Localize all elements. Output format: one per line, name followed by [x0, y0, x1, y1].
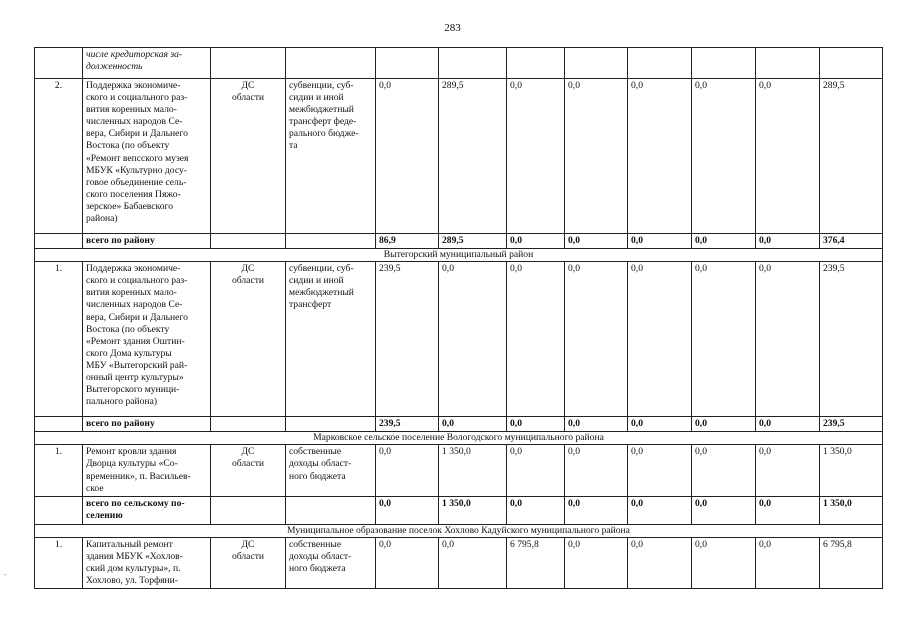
total-value: 0,0 — [376, 497, 439, 524]
row-admin: ДС области — [211, 537, 286, 588]
value-cell: 0,0 — [565, 262, 628, 417]
total-value: 0,0 — [565, 234, 628, 249]
total-row — [35, 417, 883, 432]
page-number: 283 — [444, 22, 461, 34]
value-cell: 0,0 — [565, 537, 628, 588]
value-cell: 0,0 — [439, 537, 507, 588]
value-cell: 0,0 — [376, 79, 439, 234]
section-header — [35, 249, 883, 262]
total-value: 0,0 — [756, 234, 820, 249]
total-value: 0,0 — [565, 417, 628, 432]
value-cell: 239,5 — [376, 262, 439, 417]
table-row — [35, 445, 883, 497]
total-value: 0,0 — [628, 234, 692, 249]
table-row — [35, 48, 883, 79]
total-value: 376,4 — [820, 234, 883, 249]
value-cell: 0,0 — [507, 262, 565, 417]
row-name: Капитальный ремонт здания МБУК «Хохлов- ский дом культуры», п. Хохлово, ул. Торфяни- — [83, 537, 211, 588]
row-admin: ДС области — [211, 262, 286, 417]
total-value: 239,5 — [376, 417, 439, 432]
total-value: 0,0 — [692, 234, 756, 249]
row-index: 2. — [35, 79, 83, 234]
section-title: Вытегорский муниципальный район — [35, 249, 883, 262]
total-value: 239,5 — [820, 417, 883, 432]
total-value: 86,9 — [376, 234, 439, 249]
value-cell: 0,0 — [628, 262, 692, 417]
row-source: субвенции, суб- сидии и иной межбюджетный трансферт — [286, 262, 376, 417]
value-cell: 0,0 — [507, 445, 565, 497]
value-cell: 0,0 — [376, 537, 439, 588]
section-title: Марковское сельское поселение Вологодского муниципального района — [35, 432, 883, 445]
total-value: 0,0 — [439, 417, 507, 432]
total-value: 0,0 — [507, 497, 565, 524]
value-cell: 0,0 — [628, 445, 692, 497]
value-cell: 0,0 — [756, 79, 820, 234]
row-name: Ремонт кровли здания Дворца культуры «Со- временник», п. Васильев- ское — [83, 445, 211, 497]
total-label: всего по району — [83, 417, 211, 432]
value-cell: 0,0 — [692, 445, 756, 497]
total-value: 0,0 — [756, 417, 820, 432]
value-cell: 0,0 — [756, 262, 820, 417]
row-source: собственные доходы област- ного бюджета — [286, 445, 376, 497]
value-cell: 1 350,0 — [820, 445, 883, 497]
row-index: 1. — [35, 445, 83, 497]
total-value: 0,0 — [628, 497, 692, 524]
row-source: собственные доходы област- ного бюджета — [286, 537, 376, 588]
section-header — [35, 524, 883, 537]
row-admin: ДС области — [211, 445, 286, 497]
total-value: 1 350,0 — [820, 497, 883, 524]
value-cell: 0,0 — [692, 79, 756, 234]
row-name: Поддержка экономиче- ского и социального раз- вития коренных мало- численных народов Се- вера, Сибири и Дальнего Востока (по объекту «Ремонт здания Оштин- ского Дома культуры МБУ «Вытегорский рай- онный центр культуры» Вытегорского муници- пального района) — [83, 262, 211, 417]
value-cell: 0,0 — [756, 537, 820, 588]
total-label: всего по району — [83, 234, 211, 249]
value-cell: 6 795,8 — [507, 537, 565, 588]
row-index: 1. — [35, 262, 83, 417]
value-cell: 0,0 — [376, 445, 439, 497]
total-row — [35, 497, 883, 524]
total-value: 0,0 — [692, 417, 756, 432]
row-name: числе кредиторская за- долженность — [83, 48, 211, 79]
value-cell: 0,0 — [507, 79, 565, 234]
total-row — [35, 234, 883, 249]
value-cell: 0,0 — [628, 537, 692, 588]
value-cell: 289,5 — [439, 79, 507, 234]
total-value: 0,0 — [692, 497, 756, 524]
row-source: субвенции, суб- сидии и иной межбюджетный трансферт феде- рального бюдже- та — [286, 79, 376, 234]
value-cell: 0,0 — [565, 445, 628, 497]
total-label: всего по сельскому по- селению — [83, 497, 211, 524]
table-row — [35, 79, 883, 234]
budget-table — [34, 47, 883, 589]
row-admin: ДС области — [211, 79, 286, 234]
value-cell: 289,5 — [820, 79, 883, 234]
value-cell: 0,0 — [439, 262, 507, 417]
table-row — [35, 537, 883, 588]
value-cell: 0,0 — [756, 445, 820, 497]
section-header — [35, 432, 883, 445]
value-cell: 0,0 — [692, 262, 756, 417]
total-value: 0,0 — [628, 417, 692, 432]
total-value: 0,0 — [756, 497, 820, 524]
table-row — [35, 262, 883, 417]
value-cell: 0,0 — [565, 79, 628, 234]
value-cell: 1 350,0 — [439, 445, 507, 497]
total-value: 289,5 — [439, 234, 507, 249]
total-value: 0,0 — [507, 234, 565, 249]
value-cell: 0,0 — [628, 79, 692, 234]
value-cell: 0,0 — [692, 537, 756, 588]
total-value: 0,0 — [507, 417, 565, 432]
value-cell: 239,5 — [820, 262, 883, 417]
margin-mark: - — [4, 570, 7, 579]
value-cell: 6 795,8 — [820, 537, 883, 588]
total-value: 1 350,0 — [439, 497, 507, 524]
section-title: Муниципальное образование поселок Хохлово Кадуйского муниципального района — [35, 524, 883, 537]
total-value: 0,0 — [565, 497, 628, 524]
row-index: 1. — [35, 537, 83, 588]
row-name: Поддержка экономиче- ского и социального раз- вития коренных мало- численных народов Се- вера, Сибири и Дальнего Востока (по объекту «Ремонт вепсского музея МБУК «Культурно досу- говое объединение сель- ского поселения Пяжо- зерское» Бабаевского района) — [83, 79, 211, 234]
